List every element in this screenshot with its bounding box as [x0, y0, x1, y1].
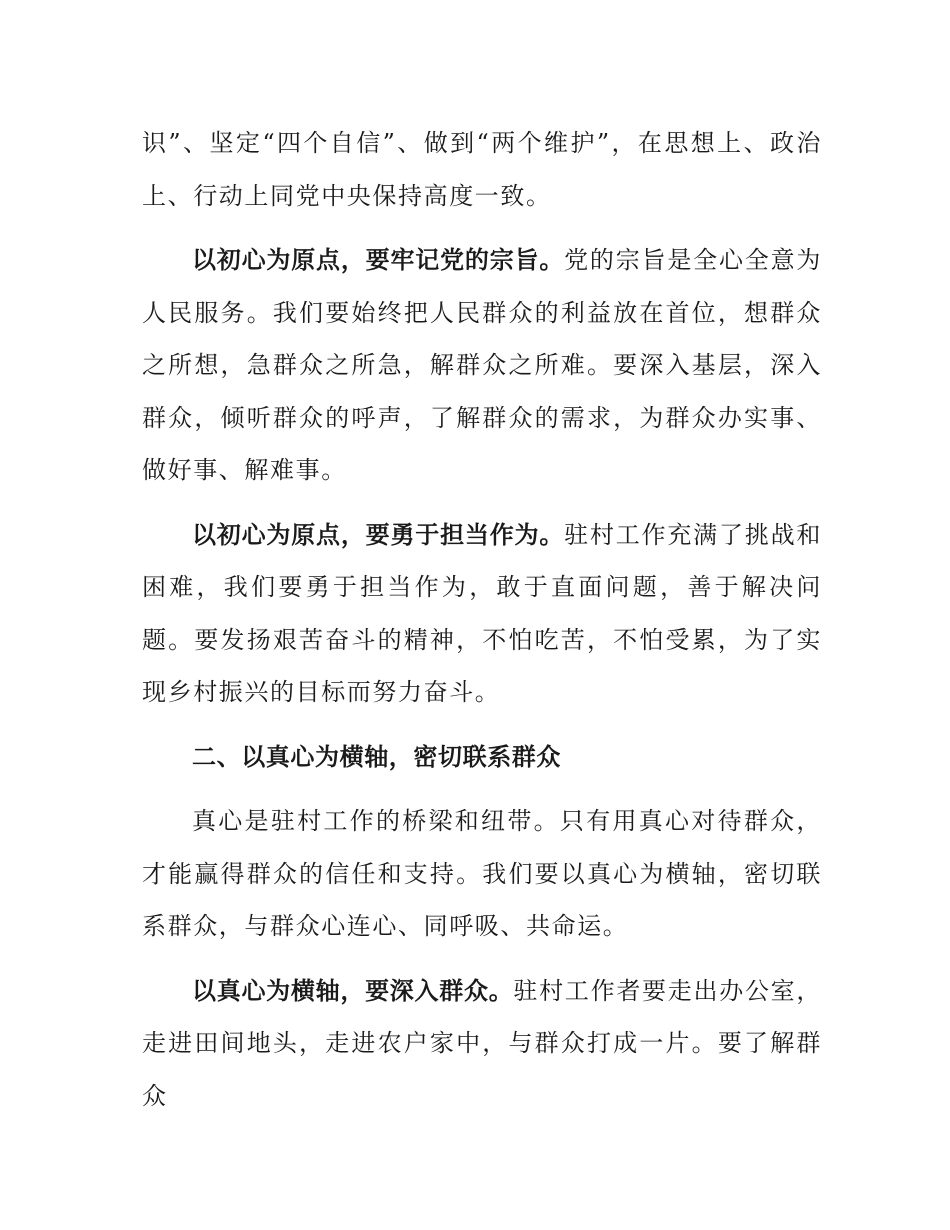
paragraph-text: 识”、坚定“四个自信”、做到“两个维护”，在思想上、政治上、行动上同党中央保持高度一致。 [142, 129, 822, 210]
paragraph-lead-bold: 以初心为原点，要牢记党的宗旨。 [192, 246, 565, 274]
paragraph-text: 真心是驻村工作的桥梁和纽带。只有用真心对待群众，才能赢得群众的信任和支持。我们要以真心为横轴，密切联系群众，与群众心连心、同呼吸、共命运。 [142, 807, 822, 940]
section-heading [142, 731, 822, 784]
paragraph-lead-bold: 以真心为横轴，要深入群众。 [192, 976, 514, 1005]
paragraph-text: 驻村工作充满了挑战和困难，我们要勇于担当作为，敢于直面问题，善于解决问题。要发扬艰苦奋斗的精神，不怕吃苦，不怕受累，为了实现乡村振兴的目标而努力奋斗。 [142, 520, 822, 706]
paragraph-sincerity [142, 795, 822, 953]
paragraph-continuation [142, 117, 822, 222]
document-body [142, 117, 822, 1134]
paragraph-text: 党的宗旨是全心全意为人民服务。我们要始终把人民群众的利益放在首位，想群众之所想，急群众之所急，解群众之所难。要深入基层，深入群众，倾听群众的呼声，了解群众的需求，为群众办实事、做好事、解难事。 [142, 246, 822, 484]
paragraph-lead-bold: 以初心为原点，要勇于担当作为。 [192, 520, 565, 549]
paragraph-text: 驻村工作者要走出办公室，走进田间地头，走进农户家中，与群众打成一片。要了解群众 [142, 976, 822, 1110]
section-heading-text: 二、以真心为横轴，密切联系群众 [192, 742, 561, 771]
paragraph-take-responsibility [142, 509, 822, 719]
paragraph-party-purpose [142, 234, 822, 497]
paragraph-go-to-masses [142, 965, 822, 1123]
